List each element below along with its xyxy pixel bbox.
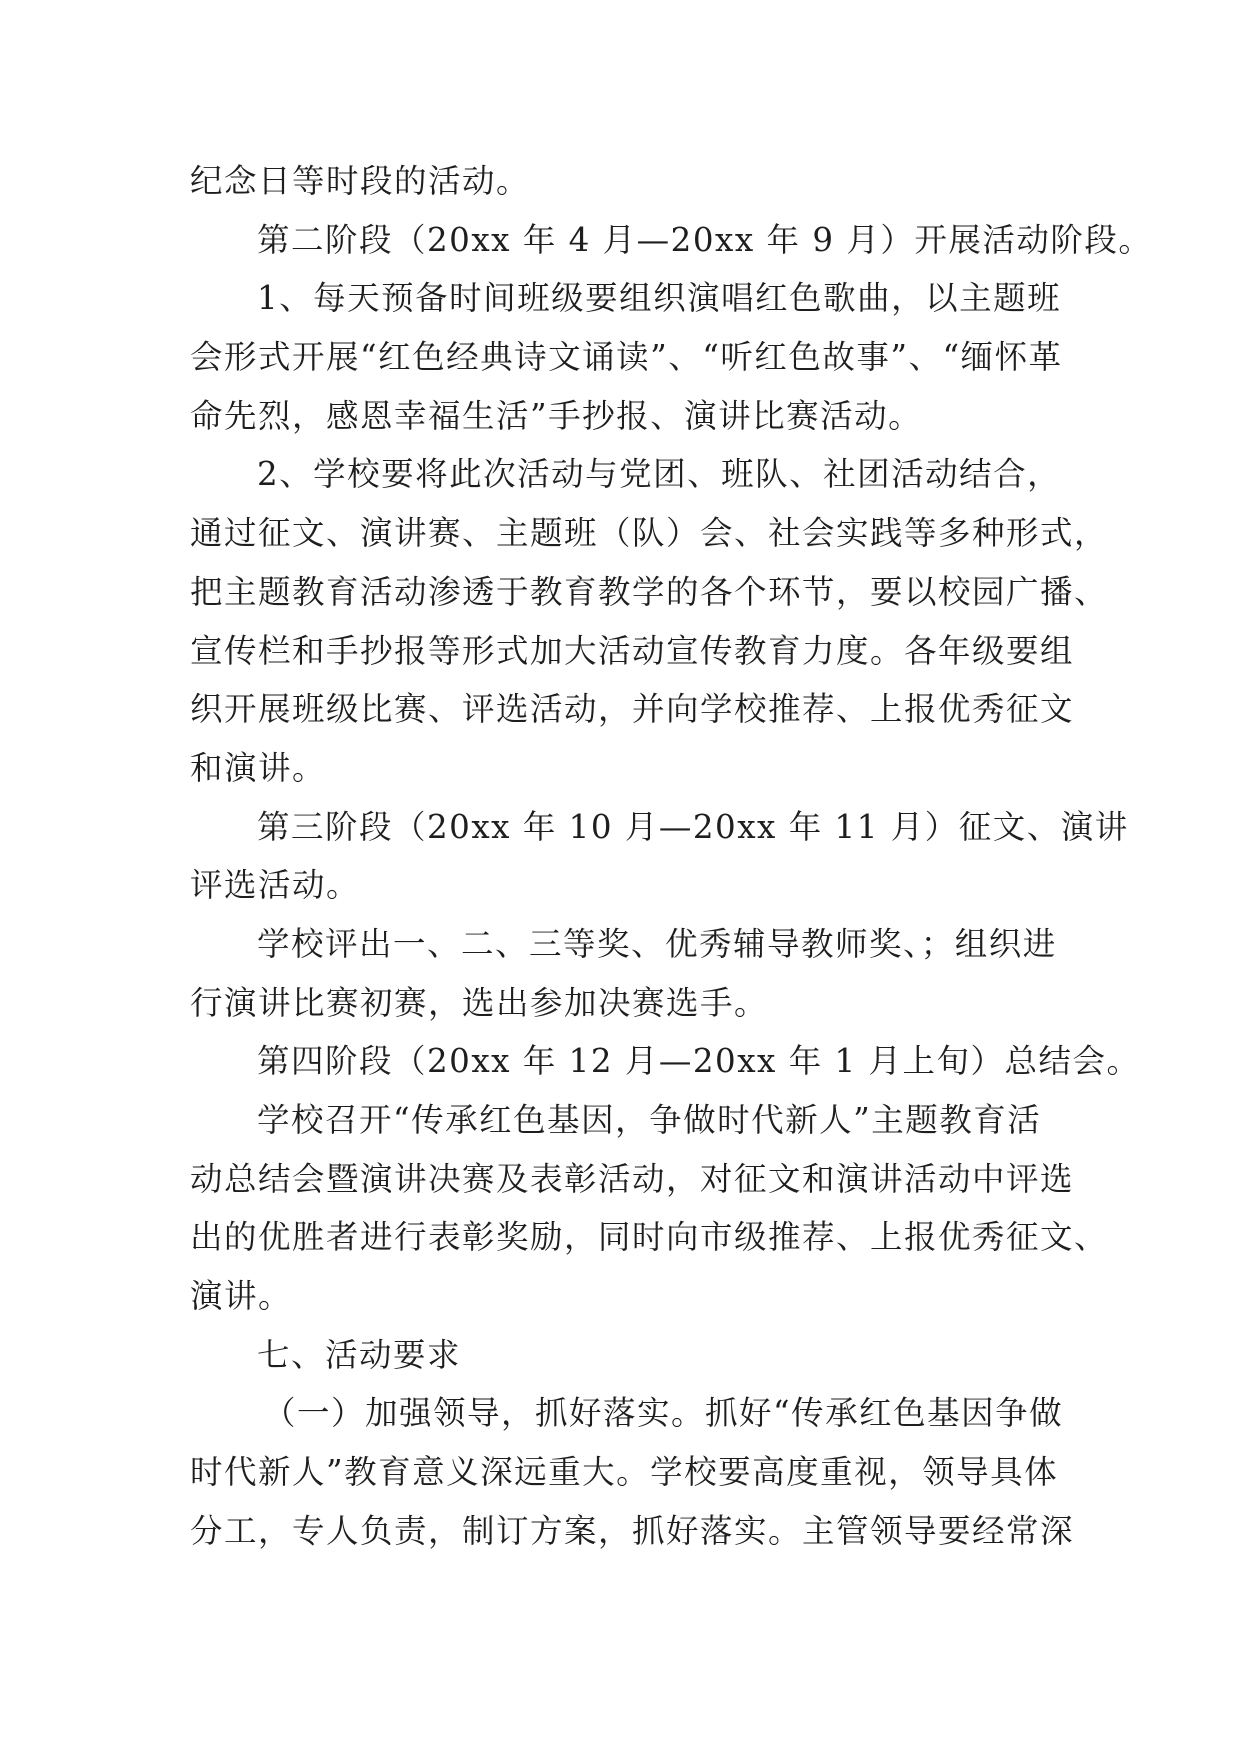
text-line: 动总结会暨演讲决赛及表彰活动，对征文和演讲活动中评选 (190, 1159, 1075, 1198)
section-heading: 七、活动要求 (257, 1335, 462, 1374)
stage-two-heading: 第二阶段（20xx 年 4 月—20xx 年 9 月）开展活动阶段。 (257, 220, 1153, 259)
text-line: 1、每天预备时间班级要组织演唱红色歌曲，以主题班 (257, 279, 1062, 318)
text-line: 会形式开展“红色经典诗文诵读”、“听红色故事”、“缅怀革 (190, 338, 1063, 377)
text-line: 分工，专人负责，制订方案，抓好落实。主管领导要经常深 (190, 1511, 1075, 1550)
document-body (190, 152, 1153, 1561)
text-line: 2、学校要将此次活动与党团、班队、社团活动结合， (257, 455, 1062, 494)
text-line: 出的优胜者进行表彰奖励，同时向市级推荐、上报优秀征文、 (190, 1218, 1109, 1257)
text-line: 命先烈，感恩幸福生活”手抄报、演讲比赛活动。 (190, 396, 923, 435)
stage-four-heading: 第四阶段（20xx 年 12 月—20xx 年 1 月上旬）总结会。 (257, 1042, 1141, 1081)
text-line: 把主题教育活动渗透于教育教学的各个环节，要以校园广播、 (190, 572, 1109, 611)
text-line: 纪念日等时段的活动。 (190, 162, 531, 200)
text-line: 织开展班级比赛、评选活动，并向学校推荐、上报优秀征文 (190, 690, 1075, 729)
text-line: 学校召开“传承红色基因，争做时代新人”主题教育活 (257, 1101, 1042, 1139)
text-line: 和演讲。 (190, 748, 327, 787)
text-line: 评选活动。 (190, 866, 361, 905)
text-line: 宣传栏和手抄报等形式加大活动宣传教育力度。各年级要组 (190, 631, 1075, 670)
text-line: 行演讲比赛初赛，选出参加决赛选手。 (190, 983, 769, 1022)
text-line: 通过征文、演讲赛、主题班（队）会、社会实践等多种形式， (190, 514, 1109, 553)
text-line: 学校评出一、二、三等奖、优秀辅导教师奖、；组织进 (257, 924, 1057, 963)
text-line: （一）加强领导，抓好落实。抓好“传承红色基因争做 (263, 1394, 1064, 1433)
stage-three-heading: 第三阶段（20xx 年 10 月—20xx 年 11 月）征文、演讲 (257, 807, 1129, 846)
text-line: 演讲。 (190, 1277, 293, 1316)
text-line: 时代新人”教育意义深远重大。学校要高度重视，领导具体 (190, 1453, 1059, 1492)
